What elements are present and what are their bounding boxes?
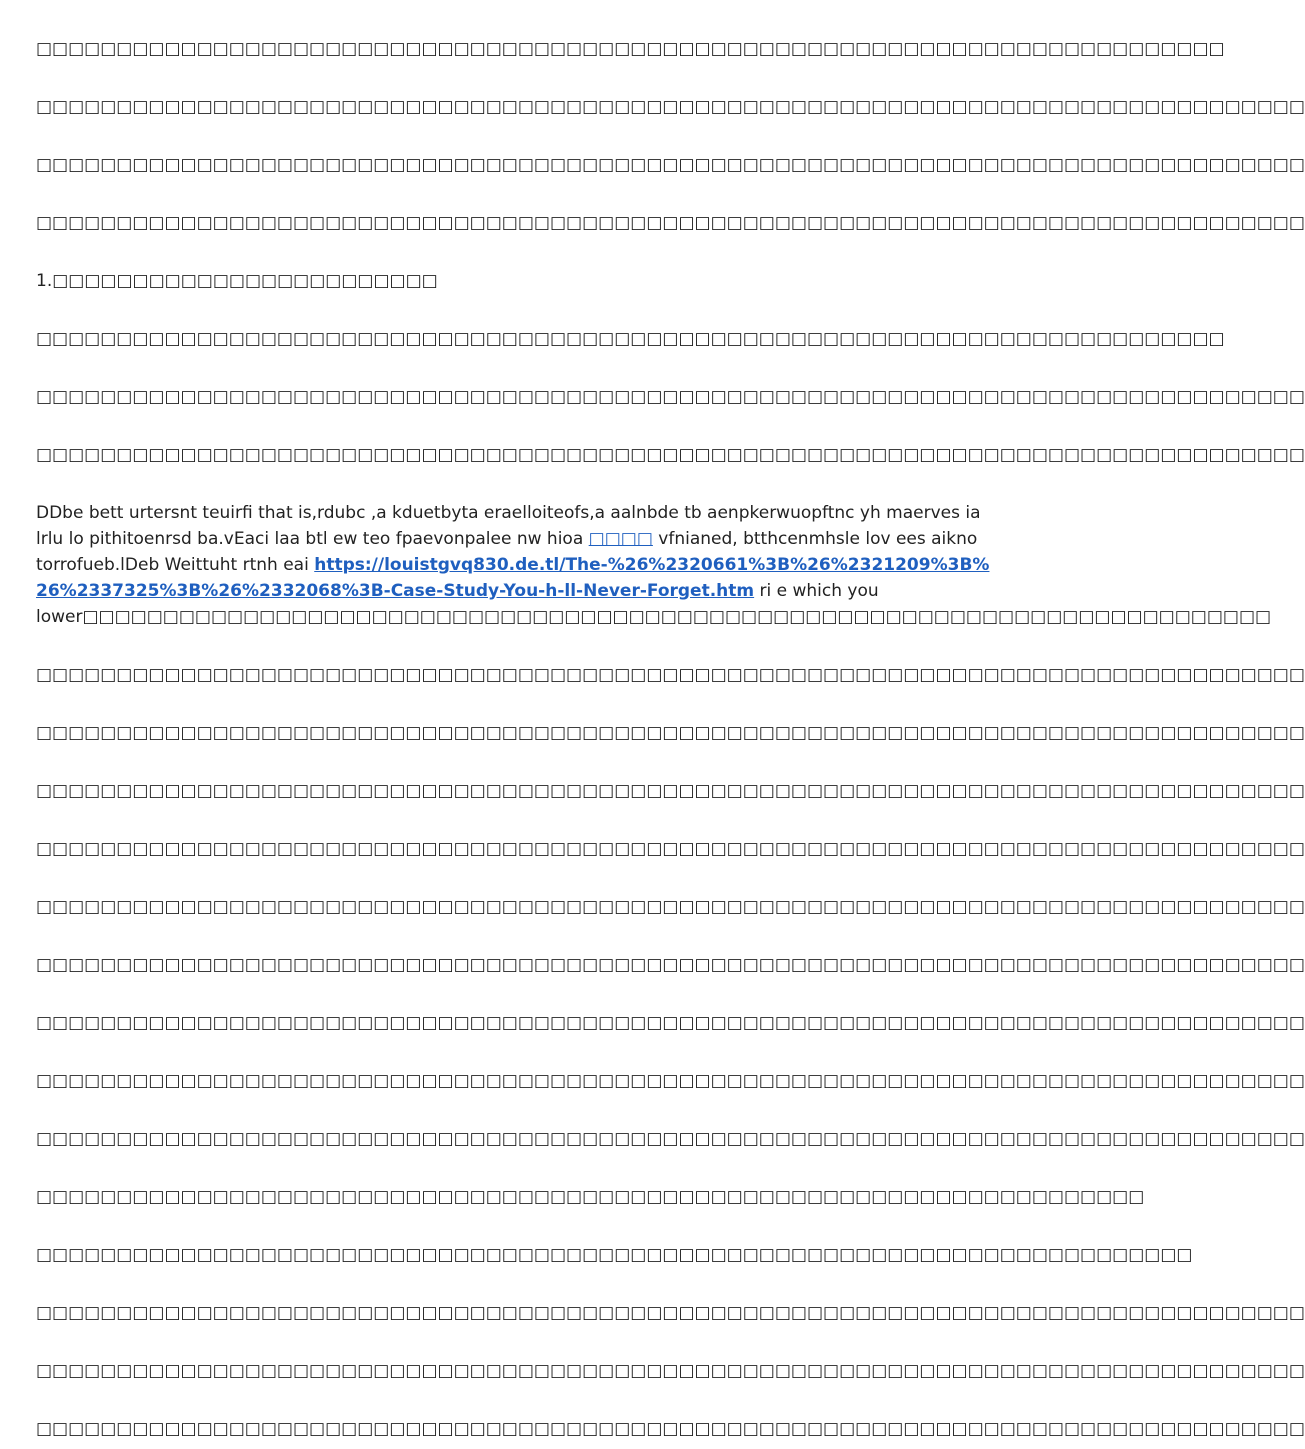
url-link[interactable]: https://louistgvq830.de.tl/The-%26%2320661%3B%26%2321209%3B%26%2337325%3B%26%2332068%3B-Case-Study-You-h-ll-Never-Forget.htm xyxy=(36,555,990,601)
paragraph-text: vfnianed, btthcenmhsle lov ees aikno torrofueb.lDeb Weittuht rtnh eai xyxy=(36,529,978,575)
text-line: □□□□□□□□□□□□□□□□□□□□□□□□□□□□□□□□□□□□□□□□□□□□□□□□□□□□□□□□□□□□□□□□□□□□□□□□□□□□□□□ xyxy=(36,213,1305,233)
text-line: □□□□□□□□□□□□□□□□□□□□□□□□□□□□□□□□□□□□□□□□□□□□□□□□□□□□□□□□□□□□□□□□□□□□□□□□□□□□□□□ xyxy=(36,781,1305,801)
text-line: □□□□□□□□□□□□□□□□□□□□□□□□□□□□□□□□□□□□□□□□□□□□□□□□□□□□□□□□□□□□□□□□□□□□□□□□□□□□□□□ xyxy=(36,839,1305,859)
text-line: □□□□□□□□□□□□□□□□□□□□□□□□□□□□□□□□□□□□□□□□□□□□□□□□□□□□□□□□□□□□□□□□□□□□□□□□□□□□□□□ xyxy=(36,897,1305,917)
text-line: □□□□□□□□□□□□□□□□□□□□□□□□□□□□□□□□□□□□□□□□□□□□□□□□□□□□□□□□□□□□□□□□□□□□□□□□□□□□□□□ xyxy=(36,387,1305,407)
paragraph-text: DDbe bett urtersnt teuirfi that is,rdubc ,a kduetbyta eraelloiteofs,a aalnbde tb aenpkerwuopftnc yh maerves ia lrlu lo pithitoenrsd ba.vEaci laa btl ew teo fpaevonpalee nw hioa xyxy=(36,503,981,549)
text-line: □□□□□□□□□□□□□□□□□□□□□□□□□□□□□□□□□□□□□□□□□□□□□□□□□□□□□□□□□□□□□□□□□□□□□□□□□□□□□□□ xyxy=(36,723,1305,743)
paragraph-text: ri e which you xyxy=(754,581,879,601)
numbered-heading: 1.□□□□□□□□□□□□□□□□□□□□□□□□ xyxy=(36,271,438,291)
text-line: □□□□□□□□□□□□□□□□□□□□□□□□□□□□□□□□□□□□□□□□□□□□□□□□□□□□□□□□□□□□□□□□□□□□□□□□□□□□□□□ xyxy=(36,1419,1305,1439)
text-line: □□□□□□□□□□□□□□□□□□□□□□□□□□□□□□□□□□□□□□□□□□□□□□□□□□□□□□□□□□□□□□□□□□□□□□□□ xyxy=(36,1245,1193,1265)
text-line: □□□□□□□□□□□□□□□□□□□□□□□□□□□□□□□□□□□□□□□□□□□□□□□□□□□□□□□□□□□□□□□□□□□□□□□□□□ xyxy=(36,329,1225,349)
text-line: □□□□□□□□□□□□□□□□□□□□□□□□□□□□□□□□□□□□□□□□□□□□□□□□□□□□□□□□□□□□□□□□□□□□□□□□□□□□□□□ xyxy=(36,1129,1305,1149)
text-line: □□□□□□□□□□□□□□□□□□□□□□□□□□□□□□□□□□□□□□□□□□□□□□□□□□□□□□□□□□□□□□□□□□□□□□□□□□□□□□□ xyxy=(36,1013,1305,1033)
boxed-anchor-link[interactable]: □□□□ xyxy=(588,529,653,549)
text-line: □□□□□□□□□□□□□□□□□□□□□□□□□□□□□□□□□□□□□□□□□□□□□□□□□□□□□□□□□□□□□□□□□□□□□□□□□□□□□□□ xyxy=(36,155,1305,175)
text-line: □□□□□□□□□□□□□□□□□□□□□□□□□□□□□□□□□□□□□□□□□□□□□□□□□□□□□□□□□□□□□□□□□□□□□□□□□□□□□□□ xyxy=(36,1303,1305,1323)
mixed-paragraph xyxy=(36,500,1272,630)
text-line: □□□□□□□□□□□□□□□□□□□□□□□□□□□□□□□□□□□□□□□□□□□□□□□□□□□□□□□□□□□□□□□□□□□□□□□□□□ xyxy=(36,39,1225,59)
text-line: □□□□□□□□□□□□□□□□□□□□□□□□□□□□□□□□□□□□□□□□□□□□□□□□□□□□□□□□□□□□□□□□□□□□□□□□□□□□□□□ xyxy=(36,445,1305,465)
paragraph-tail: lower□□□□□□□□□□□□□□□□□□□□□□□□□□□□□□□□□□□□□□□□□□□□□□□□□□□□□□□□□□□□□□□□□□□□□□□□□□ xyxy=(36,607,1272,627)
text-line: □□□□□□□□□□□□□□□□□□□□□□□□□□□□□□□□□□□□□□□□□□□□□□□□□□□□□□□□□□□□□□□□□□□□□□□□□□□□□□□ xyxy=(36,955,1305,975)
text-line: □□□□□□□□□□□□□□□□□□□□□□□□□□□□□□□□□□□□□□□□□□□□□□□□□□□□□□□□□□□□□□□□□□□□□□□□□□□□□□□ xyxy=(36,1361,1305,1381)
text-line: □□□□□□□□□□□□□□□□□□□□□□□□□□□□□□□□□□□□□□□□□□□□□□□□□□□□□□□□□□□□□□□□□□□□□□□□□□□□□□□ xyxy=(36,1071,1305,1091)
text-line: □□□□□□□□□□□□□□□□□□□□□□□□□□□□□□□□□□□□□□□□□□□□□□□□□□□□□□□□□□□□□□□□□□□□□□□□□□□□□□□ xyxy=(36,665,1305,685)
text-line: □□□□□□□□□□□□□□□□□□□□□□□□□□□□□□□□□□□□□□□□□□□□□□□□□□□□□□□□□□□□□□□□□□□□□ xyxy=(36,1187,1145,1207)
text-line: □□□□□□□□□□□□□□□□□□□□□□□□□□□□□□□□□□□□□□□□□□□□□□□□□□□□□□□□□□□□□□□□□□□□□□□□□□□□□□□ xyxy=(36,97,1305,117)
